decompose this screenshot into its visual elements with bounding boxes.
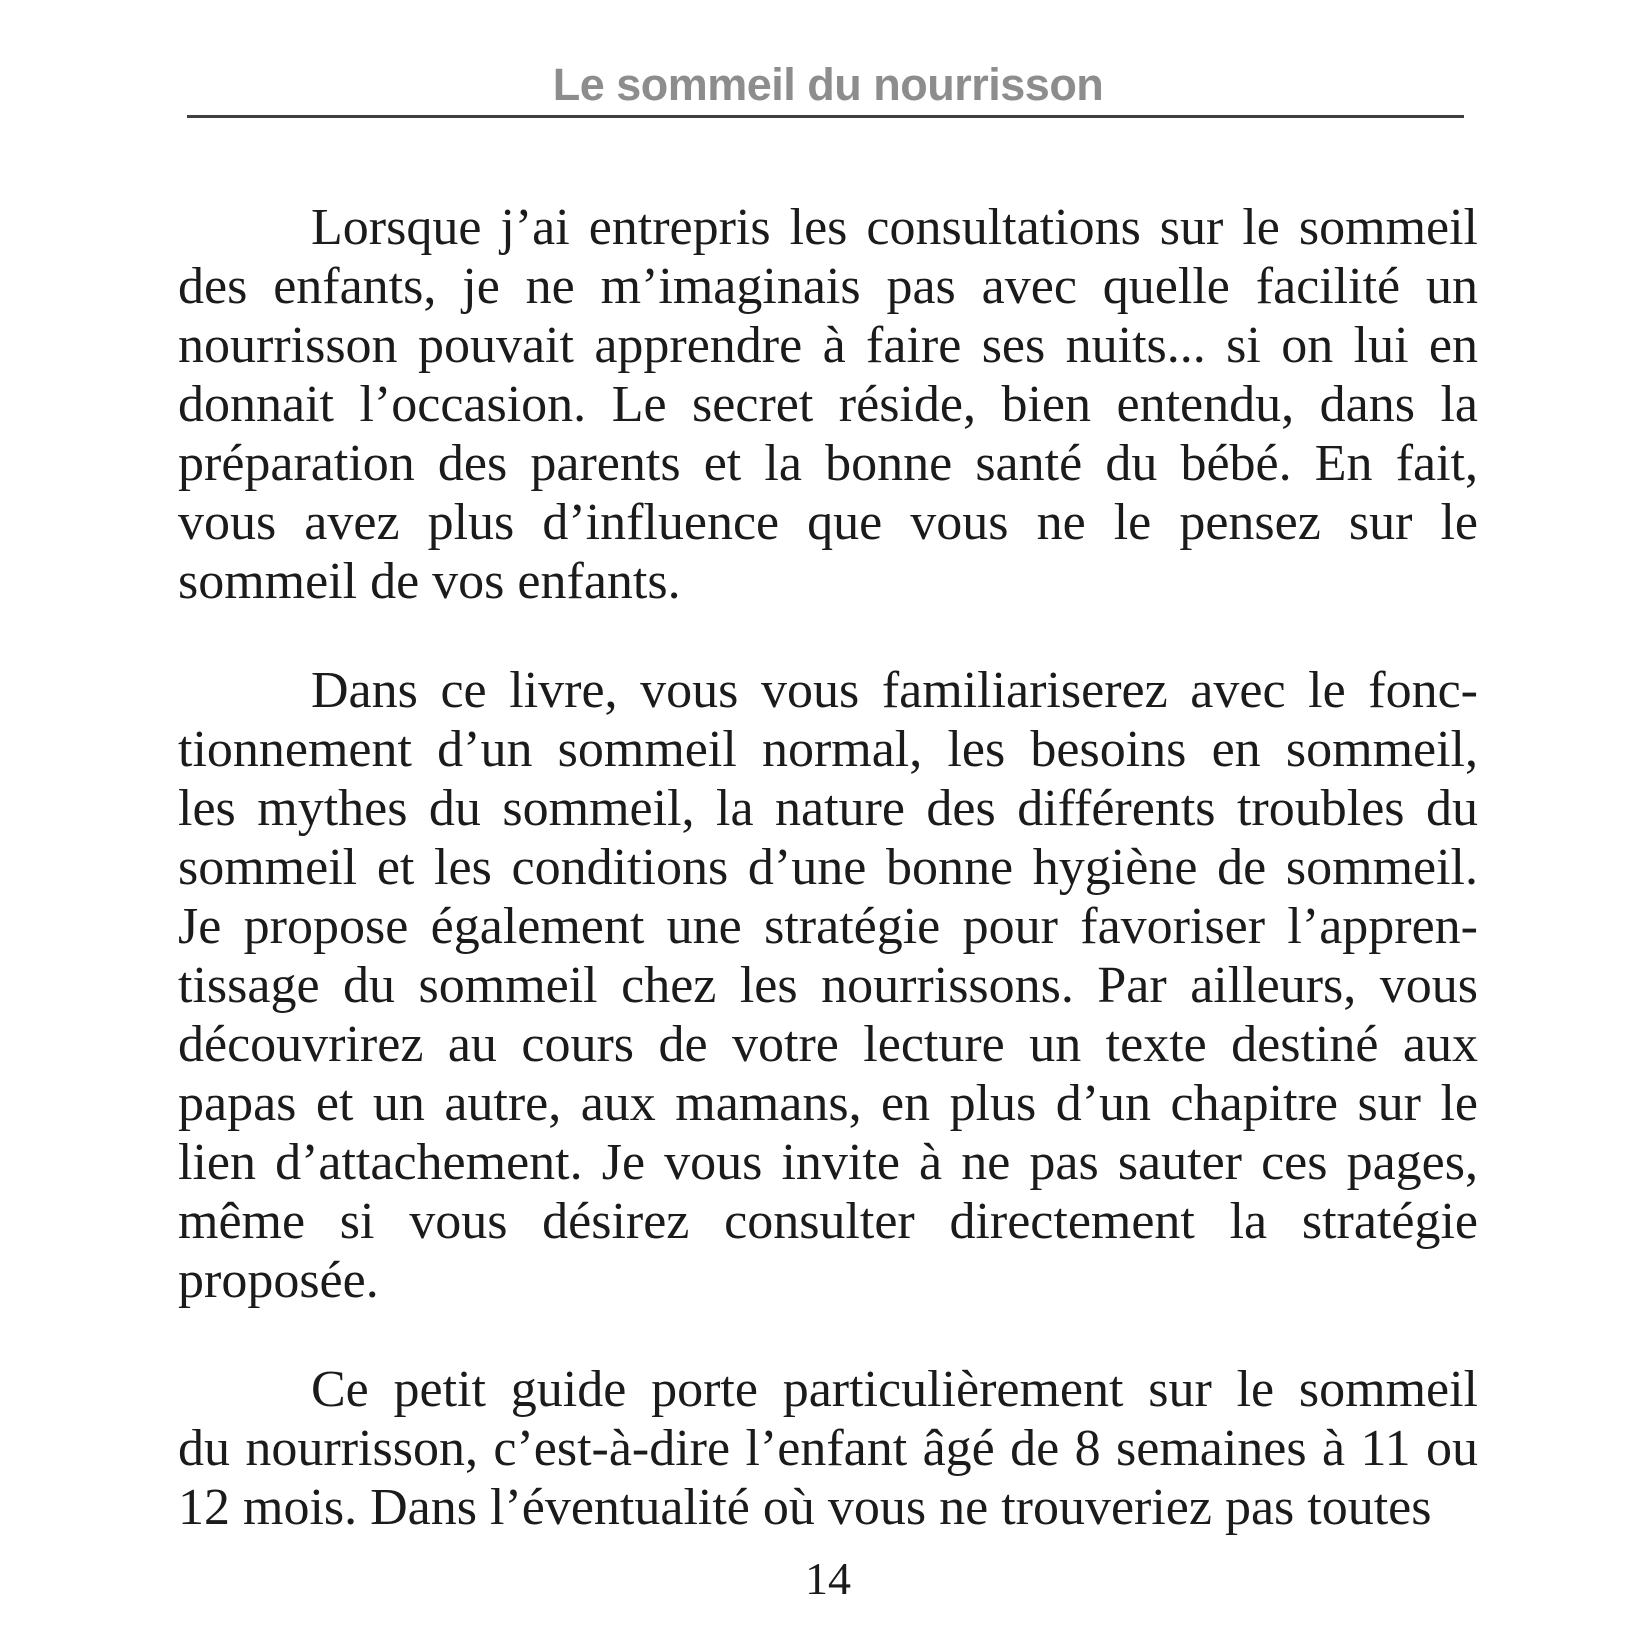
text-line: vous avez plus d’influence que vous ne le pensez sur le <box>178 494 1478 551</box>
text-line: préparation des parents et la bonne santé du bébé. En fait, <box>178 435 1478 492</box>
text-line: donnait l’occasion. Le secret réside, bien entendu, dans la <box>178 376 1478 433</box>
text-line: Lorsque j’ai entrepris les consultations sur le sommeil <box>311 199 1478 256</box>
text-line: les mythes du sommeil, la nature des différents troubles du <box>178 780 1478 837</box>
paragraph <box>178 1360 1478 1537</box>
text-line: tissage du sommeil chez les nourrissons. Par ailleurs, vous <box>178 957 1478 1014</box>
page-body <box>178 198 1478 1537</box>
text-line: sommeil de vos enfants. <box>178 553 681 610</box>
paragraph <box>178 198 1478 611</box>
text-line: du nourrisson, c’est-à-dire l’enfant âgé de 8 semaines à 11 ou <box>178 1420 1478 1477</box>
text-line: sommeil et les conditions d’une bonne hygiène de sommeil. <box>178 839 1478 896</box>
text-line: même si vous désirez consulter directement la stratégie <box>178 1193 1478 1250</box>
text-line: lien d’attachement. Je vous invite à ne pas sauter ces pages, <box>178 1134 1478 1191</box>
text-line: nourrisson pouvait apprendre à faire ses nuits... si on lui en <box>178 317 1478 374</box>
text-line: proposée. <box>178 1252 379 1309</box>
running-head-title: Le sommeil du nourrisson <box>552 59 1104 110</box>
text-line: des enfants, je ne m’imaginais pas avec quelle facilité un <box>178 258 1478 315</box>
header-rule <box>187 115 1464 118</box>
text-line: tionnement d’un sommeil normal, les besoins en sommeil, <box>178 721 1478 778</box>
text-line: Je propose également une stratégie pour favoriser l’appren- <box>178 898 1478 955</box>
paragraph <box>178 661 1478 1310</box>
text-line: découvrirez au cours de votre lecture un texte destiné aux <box>178 1016 1478 1073</box>
text-line: 12 mois. Dans l’éventualité où vous ne trouveriez pas toutes <box>178 1479 1432 1536</box>
text-line: Ce petit guide porte particulièrement sur le sommeil <box>311 1361 1478 1418</box>
text-line: Dans ce livre, vous vous familiariserez avec le fonc- <box>311 662 1478 719</box>
text-line: papas et un autre, aux mamans, en plus d’un chapitre sur le <box>178 1075 1478 1132</box>
page-number: 14 <box>805 1553 851 1604</box>
